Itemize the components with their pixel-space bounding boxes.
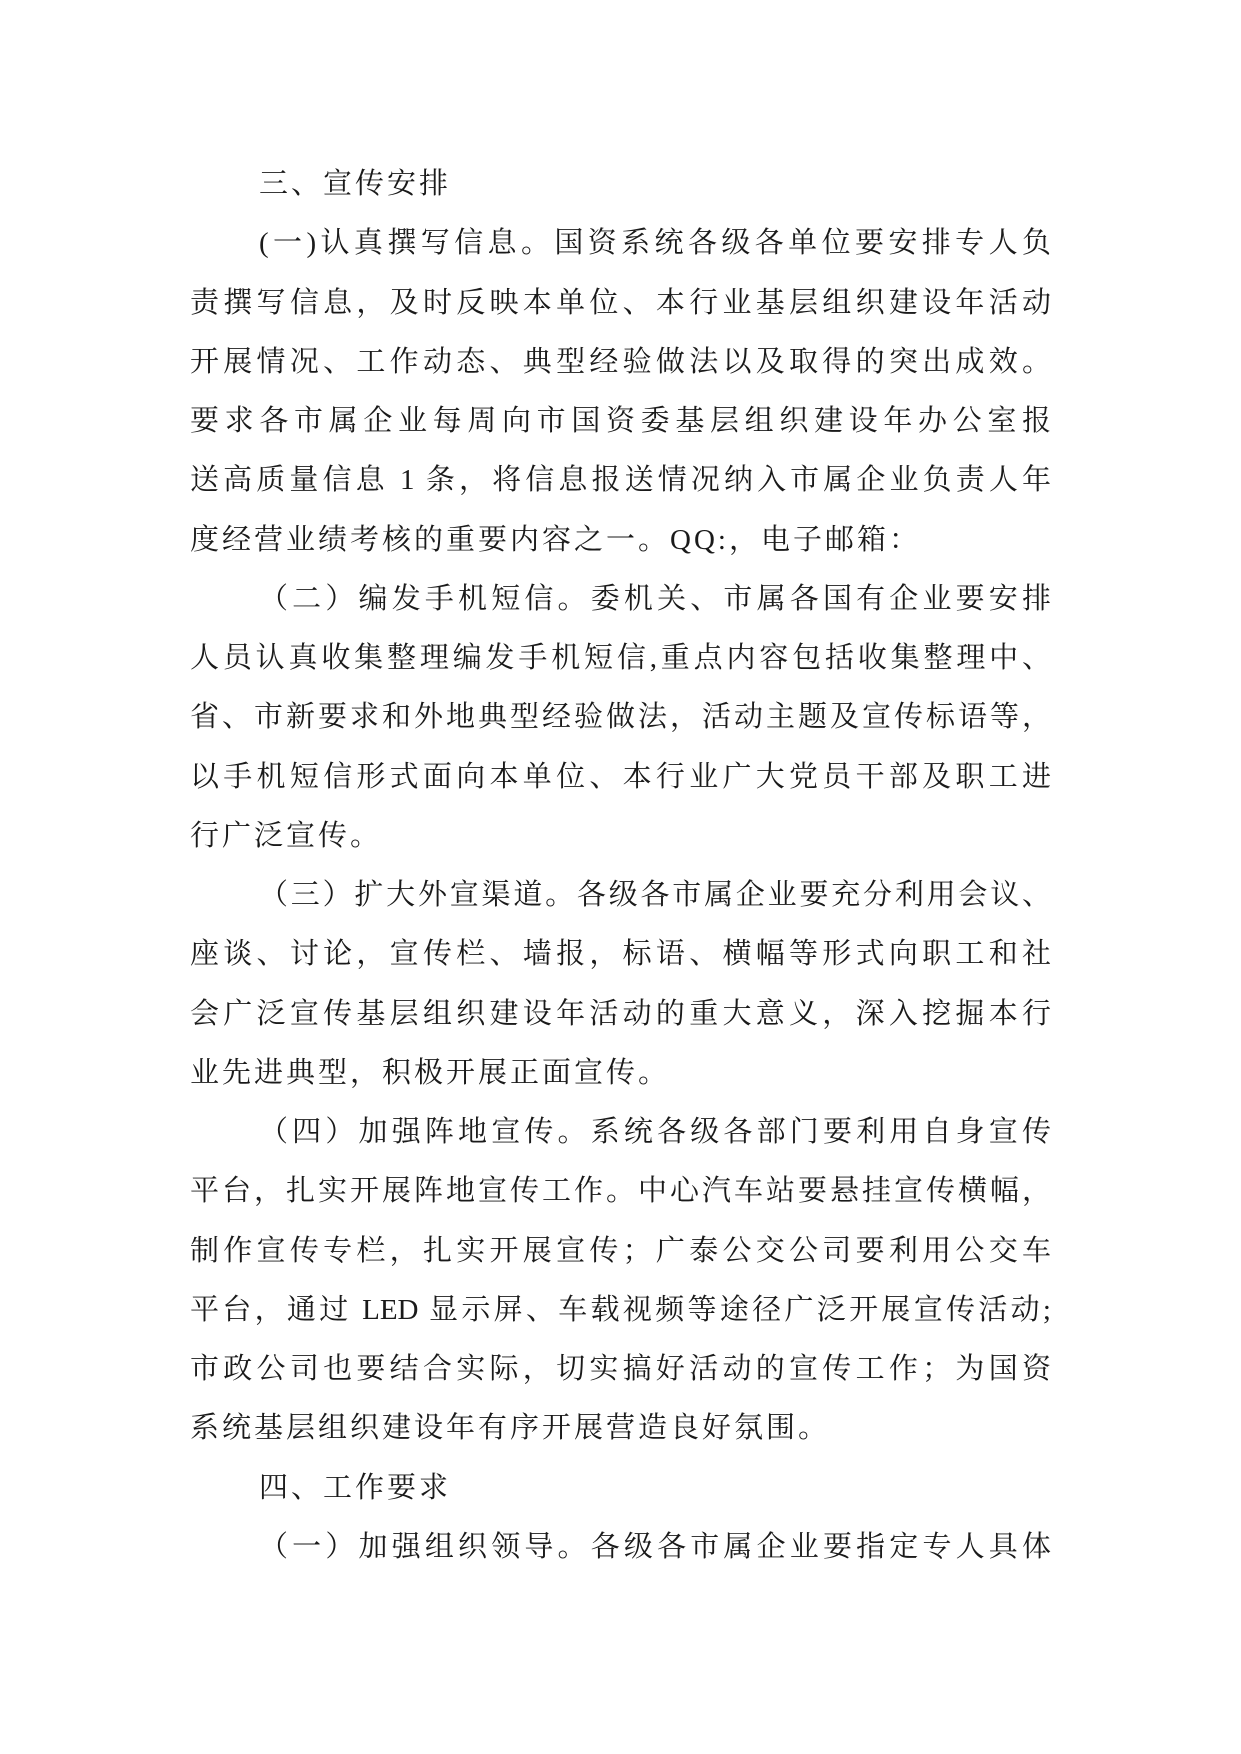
text-line: (一)认真撰写信息。国资系统各级各单位要安排专人负 bbox=[259, 227, 1051, 260]
text-line: 座谈、讨论，宣传栏、墙报，标语、横幅等形式向职工和社 bbox=[190, 938, 1051, 971]
text-line: 责撰写信息，及时反映本单位、本行业基层组织建设年活动 bbox=[190, 286, 1051, 319]
text-line: 制作宣传专栏，扎实开展宣传；广泰公交公司要利用公交车 bbox=[190, 1234, 1051, 1267]
text-line: 人员认真收集整理编发手机短信,重点内容包括收集整理中、 bbox=[190, 642, 1051, 674]
text-line: 行广泛宣传。 bbox=[190, 819, 383, 852]
section-work-requirements bbox=[190, 1459, 1051, 1578]
text-line: 平台，扎实开展阵地宣传工作。中心汽车站要悬挂宣传横幅， bbox=[190, 1175, 1051, 1208]
paragraph-external-channels bbox=[190, 866, 1051, 1103]
text-line: 要求各市属企业每周向市国资委基层组织建设年办公室报 bbox=[190, 405, 1051, 437]
text-line: （三）扩大外宣渠道。各级各市属企业要充分利用会议、 bbox=[259, 879, 1051, 911]
document-body bbox=[190, 155, 1051, 1577]
text-line: （一）加强组织领导。各级各市属企业要指定专人具体 bbox=[259, 1530, 1051, 1563]
section-publicity-arrangement bbox=[190, 155, 1051, 1459]
text-line: 送高质量信息 1 条，将信息报送情况纳入市属企业负责人年 bbox=[190, 464, 1051, 497]
text-line: 开展情况、工作动态、典型经验做法以及取得的突出成效。 bbox=[190, 345, 1051, 378]
paragraph-write-information bbox=[190, 214, 1051, 570]
section-heading: 四、工作要求 bbox=[259, 1471, 452, 1504]
text-line: 业先进典型，积极开展正面宣传。 bbox=[190, 1056, 671, 1089]
text-line: （四）加强阵地宣传。系统各级各部门要利用自身宣传 bbox=[259, 1116, 1051, 1148]
text-line: 省、市新要求和外地典型经验做法，活动主题及宣传标语等， bbox=[190, 701, 1051, 734]
text-line: 会广泛宣传基层组织建设年活动的重大意义，深入挖掘本行 bbox=[190, 997, 1051, 1030]
paragraph-position-publicity bbox=[190, 1103, 1051, 1459]
text-line: 平台，通过 LED 显示屏、车载视频等途径广泛开展宣传活动; bbox=[190, 1293, 1051, 1326]
text-line: 以手机短信形式面向本单位、本行业广大党员干部及职工进 bbox=[190, 760, 1051, 793]
paragraph-organization-leadership bbox=[190, 1518, 1051, 1577]
paragraph-sms bbox=[190, 570, 1051, 866]
text-line: 系统基层组织建设年有序开展营造良好氛围。 bbox=[190, 1412, 831, 1445]
text-line: 度经营业绩考核的重要内容之一。QQ:，电子邮箱： bbox=[190, 523, 921, 556]
section-heading: 三、宣传安排 bbox=[259, 168, 452, 200]
text-line: （二）编发手机短信。委机关、市属各国有企业要安排 bbox=[259, 582, 1051, 615]
text-line: 市政公司也要结合实际，切实搞好活动的宣传工作；为国资 bbox=[190, 1353, 1051, 1385]
